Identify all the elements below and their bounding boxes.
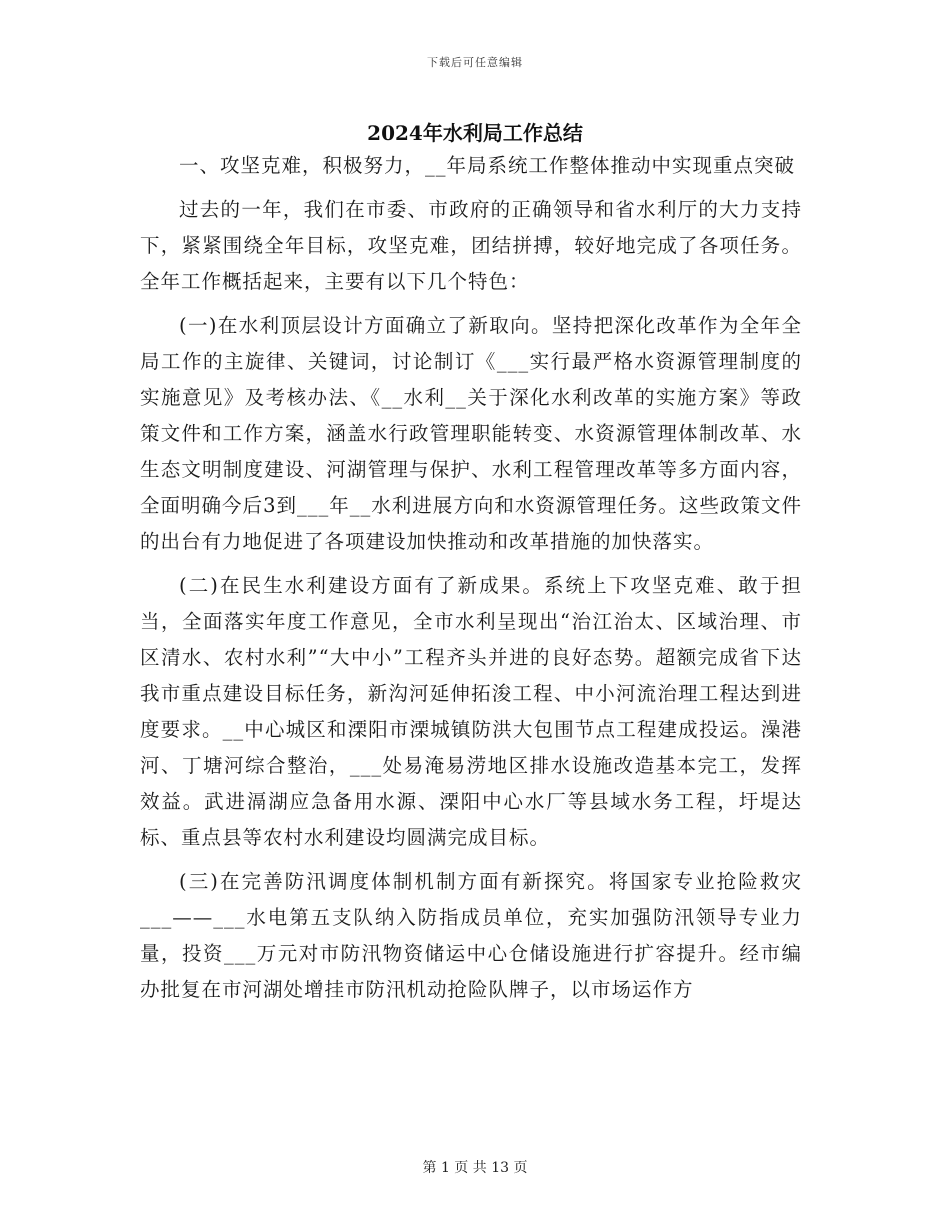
paragraph-intro: 过去的一年，我们在市委、市政府的正确领导和省水利厅的大力支持下，紧紧围绕全年目标，攻坚克难，团结拼搏，较好地完成了各项任务。全年工作概括起来，主要有以下几个特色：: [140, 198, 802, 293]
document-title: 2024年水利局工作总结: [367, 121, 583, 145]
paragraph-item-2: (二)在民生水利建设方面有了新成果。系统上下攻坚克难、敢于担当，全面落实年度工作意见，全市水利呈现出“治江治太、区域治理、市区清水、农村水利”“大中小”工程齐头并进的良好态势。超额完成省下达我市重点建设目标任务，新沟河延伸拓浚工程、中小河流治理工程达到进度要求。__中心城区和溧阳市溧城镇防洪大包围节点工程建成投运。澡港河、丁塘河综合整治，___处易淹易涝地区排水设施改造基本完工，发挥效益。武进滆湖应急备用水源、溧阳中心水厂等县域水务工程，圩堤达标、重点县等农村水利建设均圆满完成目标。: [140, 574, 802, 849]
paragraph-item-3: (三)在完善防汛调度体制机制方面有新探究。将国家专业抢险救灾___——___水电第五支队纳入防指成员单位，充实加强防汛领导专业力量，投资___万元对市防汛物资储运中心仓储设施进行扩容提升。经市编办批复在市河湖处增挂市防汛机动抢险队牌子，以市场运作方: [140, 870, 802, 1001]
paragraph-item-1: (一)在水利顶层设计方面确立了新取向。坚持把深化改革作为全年全局工作的主旋律、关键词，讨论制订《___实行最严格水资源管理制度的实施意见》及考核办法、《__水利__关于深化水利改革的实施方案》等政策文件和工作方案，涵盖水行政管理职能转变、水资源管理体制改革、水生态文明制度建设、河湖管理与保护、水利工程管理改革等多方面内容，全面明确今后3到___年__水利进展方向和水资源管理任务。这些政策文件的出台有力地促进了各项建设加快推动和改革措施的加快落实。: [140, 314, 802, 553]
section-heading-1: 一、攻坚克难，积极努力，__年局系统工作整体推动中实现重点突破: [179, 154, 796, 177]
page-header-note: 下载后可任意编辑: [427, 56, 523, 69]
document-body: [140, 148, 802, 1016]
page-number-footer: 第 1 页 共 13 页: [422, 1160, 528, 1176]
